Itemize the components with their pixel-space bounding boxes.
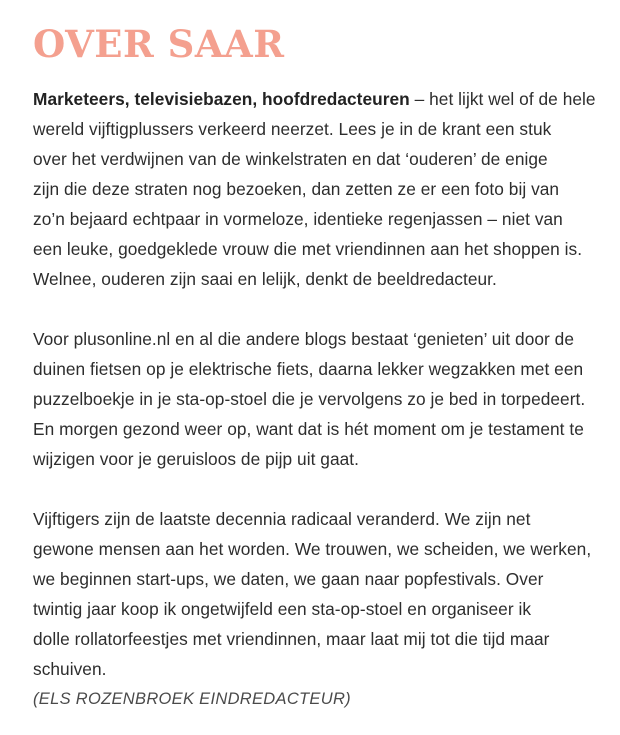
lead-continuation: – het lijkt wel of de hele (409, 89, 596, 109)
paragraph-line: duinen fietsen op je elektrische fiets, daarna lekker wegzakken met een (33, 359, 584, 379)
paragraph-line: wijzigen voor je geruisloos de pijp uit gaat. (33, 449, 359, 469)
paragraph-line: Voor plusonline.nl en al die andere blogs bestaat ‘genieten’ uit door de (33, 329, 574, 349)
about-section (33, 20, 613, 714)
paragraph-line: Welnee, ouderen zijn saai en lelijk, denkt de beeldredacteur. (33, 269, 497, 289)
section-title: OVER SAAR (33, 22, 285, 66)
paragraph-line: over het verdwijnen van de winkelstraten en dat ‘ouderen’ de enige (33, 149, 548, 169)
paragraph-line: een leuke, goedgeklede vrouw die met vriendinnen aan het shoppen is. (33, 239, 583, 259)
paragraph-3 (33, 504, 613, 684)
paragraph-line: we beginnen start-ups, we daten, we gaan naar popfestivals. Over (33, 569, 544, 589)
paragraph-line: dolle rollatorfeestjes met vriendinnen, maar laat mij tot die tijd maar (33, 629, 550, 649)
paragraph-line: schuiven. (33, 659, 107, 679)
bold-lead: Marketeers, televisiebazen, hoofdredacteuren (33, 89, 410, 109)
paragraph-line: gewone mensen aan het worden. We trouwen, we scheiden, we werken, (33, 539, 592, 559)
paragraph-2 (33, 324, 613, 474)
paragraph-line (33, 84, 613, 114)
paragraph-line: wereld vijftigplussers verkeerd neerzet. Lees je in de krant een stuk (33, 119, 552, 139)
paragraph-line: zo’n bejaard echtpaar in vormeloze, identieke regenjassen – niet van (33, 209, 563, 229)
paragraph-line: En morgen gezond weer op, want dat is hét moment om je testament te (33, 419, 584, 439)
paragraph-1 (33, 84, 613, 294)
article-body (33, 84, 613, 714)
paragraph-line: zijn die deze straten nog bezoeken, dan zetten ze er een foto bij van (33, 179, 560, 199)
paragraph-line: Vijftigers zijn de laatste decennia radicaal veranderd. We zijn net (33, 509, 531, 529)
author-credit: (ELS ROZENBROEK EINDREDACTEUR) (33, 690, 351, 708)
paragraph-line: twintig jaar koop ik ongetwijfeld een sta-op-stoel en organiseer ik (33, 599, 532, 619)
paragraph-line: puzzelboekje in je sta-op-stoel die je vervolgens zo je bed in torpedeert. (33, 389, 586, 409)
